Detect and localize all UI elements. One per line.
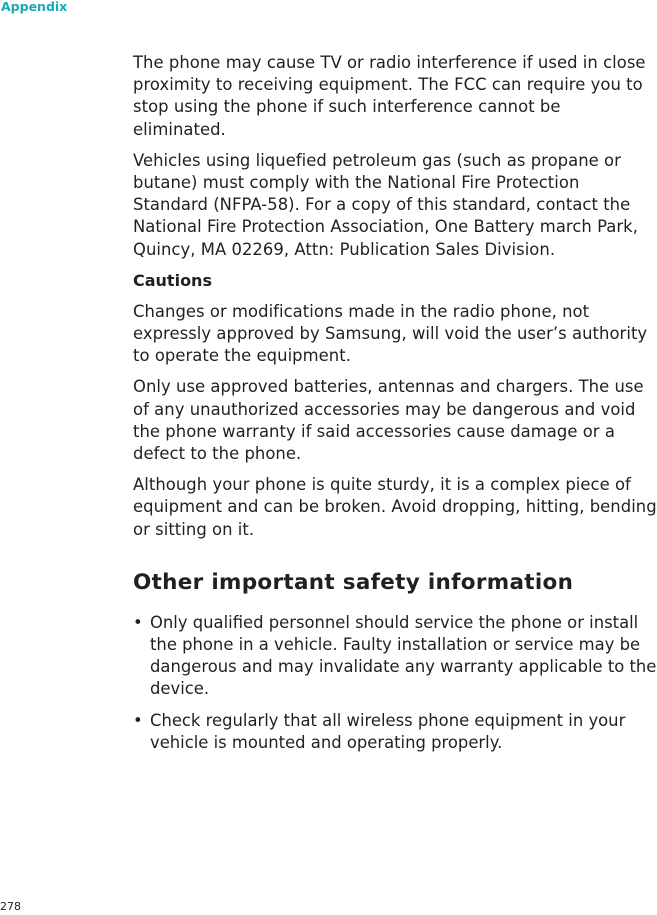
cautions-heading: Cautions (133, 270, 212, 290)
page-number: 278 (0, 900, 21, 913)
bullet-icon: • (133, 612, 143, 632)
section-title-other-safety: Other important safety information (133, 569, 574, 595)
list-item (133, 710, 657, 754)
page-content (133, 52, 657, 763)
list-item-text: Check regularly that all wireless phone equipment in your vehicle is mounted and operating properly. (150, 710, 626, 752)
list-item (133, 612, 657, 701)
paragraph-lpg-vehicles: Vehicles using liquefied petroleum gas (such as propane or butane) must comply with the National Fire Protection Standard (NFPA-58). For a copy of this standard, contact the National Fire Protection Association, One Battery march Park, Quincy, MA 02269, Attn: Publication Sales Division. (133, 150, 638, 259)
paragraph-modifications: Changes or modifications made in the radio phone, not expressly approved by Samsung, will void the user’s authority to operate the equipment. (133, 301, 648, 366)
safety-bullet-list (133, 612, 657, 754)
bullet-icon: • (133, 710, 143, 730)
list-item-text: Only qualified personnel should service the phone or install the phone in a vehicle. Faulty installation or service may be dangerous and may invalidate any warranty applicable to the device. (150, 612, 657, 699)
paragraph-sturdy-phone: Although your phone is quite sturdy, it is a complex piece of equipment and can be broken. Avoid dropping, hitting, bending or sitting on it. (133, 475, 657, 539)
paragraph-tv-interference: The phone may cause TV or radio interference if used in close proximity to receiving equipment. The FCC can require you to stop using the phone if such interference cannot be eliminated. (133, 53, 646, 139)
section-tab-appendix: Appendix (1, 0, 68, 14)
paragraph-approved-accessories: Only use approved batteries, antennas and chargers. The use of any unauthorized accessories may be dangerous and void the phone warranty if said accessories cause damage or a defect to the phone. (133, 377, 644, 464)
